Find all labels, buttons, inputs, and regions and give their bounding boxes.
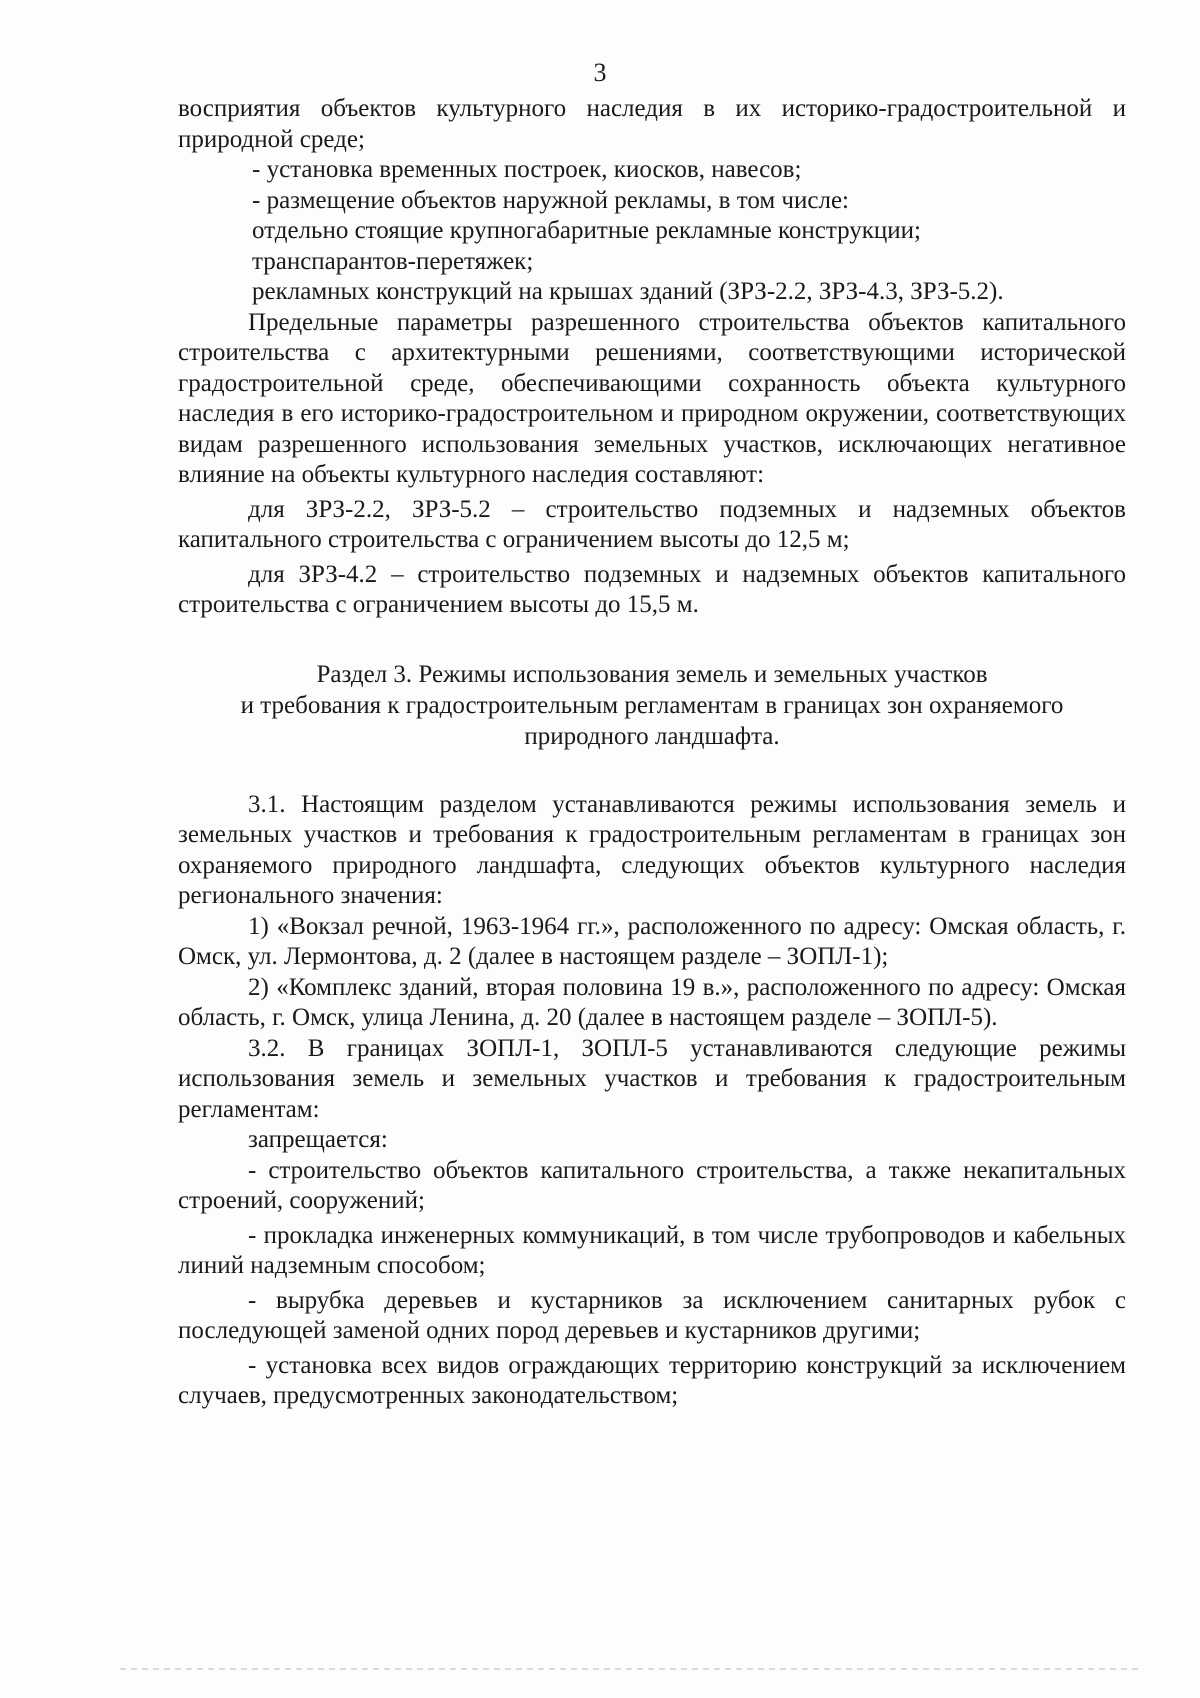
scan-artifact-line bbox=[120, 1668, 1140, 1670]
document-body bbox=[178, 94, 1126, 1412]
spacer bbox=[178, 752, 1126, 790]
list-item-roof-ads: рекламных конструкций на крышах зданий (ЗРЗ-2.2, ЗРЗ-4.3, ЗРЗ-5.2). bbox=[252, 278, 1004, 305]
paragraph-prohibited-construction: - строительство объектов капитального строительства, а также некапитальных строений, сооружений; bbox=[178, 1156, 1126, 1214]
paragraph-prohibited-utilities: - прокладка инженерных коммуникаций, в том числе трубопроводов и кабельных линий надземным способом; bbox=[178, 1221, 1126, 1279]
paragraph-3-2: 3.2. В границах ЗОПЛ-1, ЗОПЛ-5 устанавливаются следующие режимы использования земель и земельных участков и требования к градостроительным регламентам: bbox=[178, 1034, 1126, 1123]
paragraph-item-2: 2) «Комплекс зданий, вторая половина 19 в.», расположенного по адресу: Омская область, г. Омск, улица Ленина, д. 20 (далее в настоящем разделе – ЗОПЛ-5). bbox=[178, 973, 1126, 1031]
list-item-banners: транспарантов-перетяжек; bbox=[252, 247, 534, 275]
list-item-outdoor-advertising: - размещение объектов наружной рекламы, в том числе: bbox=[252, 186, 849, 214]
section-title-line-3: природного ландшафта. bbox=[524, 722, 780, 750]
paragraph-item-1: 1) «Вокзал речной, 1963-1964 гг.», расположенного по адресу: Омская область, г. Омск, ул. Лермонтова, д. 2 (далее в настоящем разделе – ЗОПЛ-1); bbox=[178, 912, 1126, 970]
paragraph-prohibited-label: запрещается: bbox=[248, 1126, 388, 1153]
spacer bbox=[178, 621, 1126, 659]
list-item-large-ad-structures: отдельно стоящие крупногабаритные рекламные конструкции; bbox=[252, 217, 921, 244]
paragraph-zrz-4-2-height: для ЗРЗ-4.2 – строительство подземных и надземных объектов капитального строительства с ограничением высоты до 15,5 м. bbox=[178, 560, 1126, 618]
paragraph-3-1: 3.1. Настоящим разделом устанавливаются режимы использования земель и земельных участков и требования к градостроительным регламентам в границах зон охраняемого природного ландшафта, следующих объектов культурного наследия регионального значения: bbox=[178, 790, 1126, 909]
paragraph-prohibited-fencing: - установка всех видов ограждающих территорию конструкций за исключением случаев, предусмотренных законодательством; bbox=[178, 1351, 1126, 1409]
section-title-line-1: Раздел 3. Режимы использования земель и земельных участков bbox=[316, 660, 988, 688]
paragraph-prohibited-tree-cutting: - вырубка деревьев и кустарников за исключением санитарных рубок с последующей заменой одних пород деревьев и кустарников другими; bbox=[178, 1286, 1126, 1344]
paragraph-continuation: восприятия объектов культурного наследия в их историко-градостроительной и природной среде; bbox=[178, 95, 1126, 153]
section-title-line-2: и требования к градостроительным регламентам в границах зон охраняемого bbox=[240, 691, 1064, 719]
list-item-temporary-buildings: - установка временных построек, киосков, навесов; bbox=[252, 156, 802, 183]
page-number: 3 bbox=[593, 58, 607, 87]
paragraph-zrz-2-2-height: для ЗРЗ-2.2, ЗРЗ-5.2 – строительство подземных и надземных объектов капитального строительства с ограничением высоты до 12,5 м; bbox=[178, 495, 1126, 553]
paragraph-limit-parameters: Предельные параметры разрешенного строительства объектов капитального строительства с архитектурными решениями, соответствующими исторической градостроительной среде, обеспечивающими сохранность объекта культурного наследия в его историко-градостроительном и природном окружении, соответствующих видам разрешенного использования земельных участков, исключающих негативное влияние на объекты культурного наследия составляют: bbox=[178, 308, 1126, 488]
